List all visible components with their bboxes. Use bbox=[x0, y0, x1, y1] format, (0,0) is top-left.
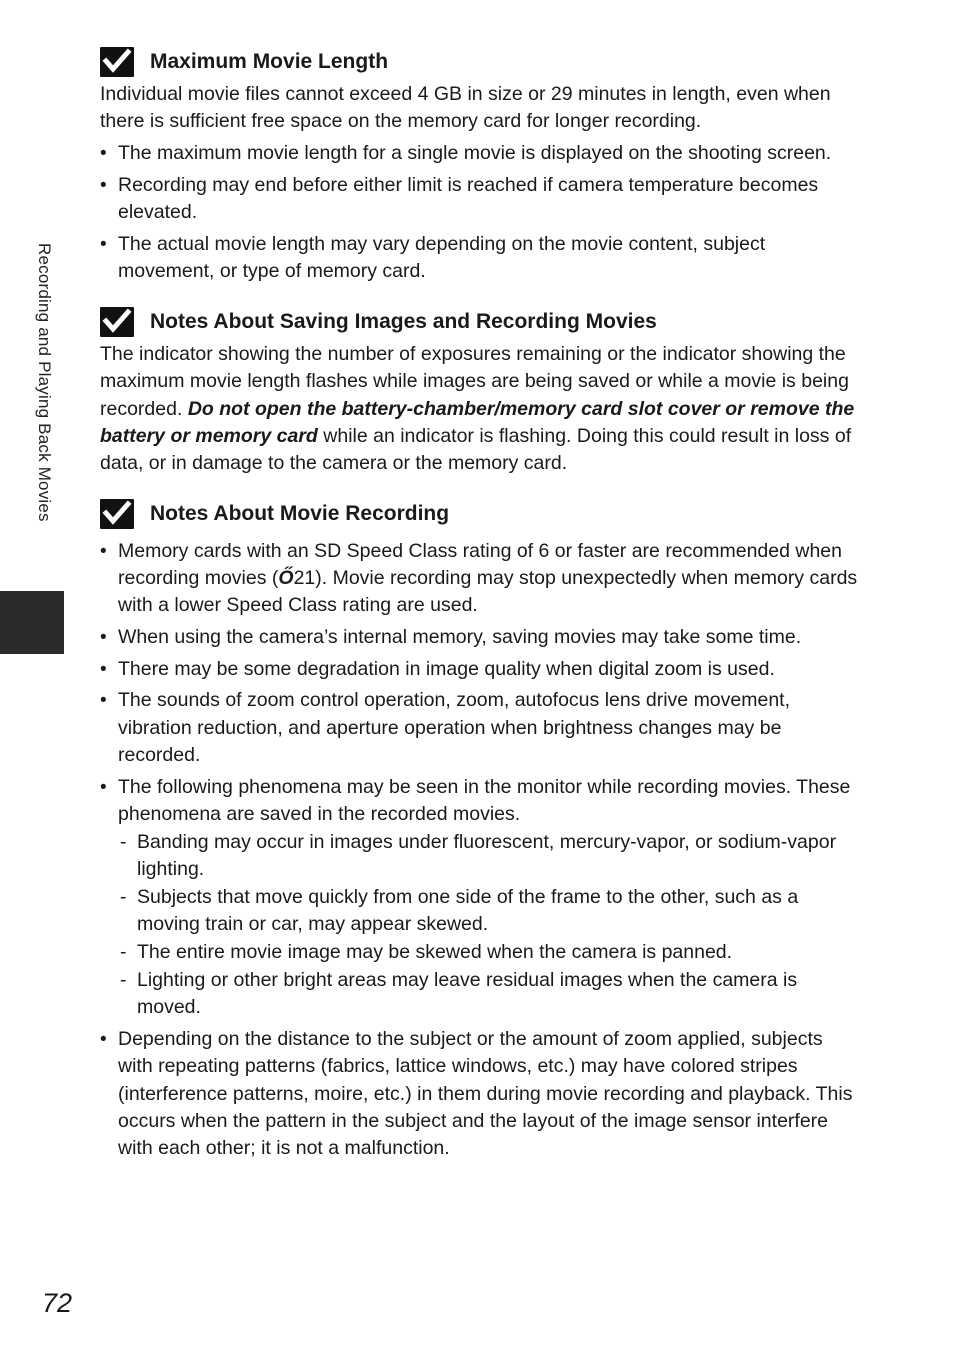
list-item bbox=[100, 538, 860, 620]
heading-text: Notes About Movie Recording bbox=[150, 502, 450, 525]
heading-text: Notes About Saving Images and Recording Movies bbox=[150, 310, 657, 333]
side-tab-label: Recording and Playing Back Movies bbox=[35, 243, 54, 522]
section-notes-movie-recording bbox=[100, 499, 860, 1163]
sub-list-item: - Subjects that move quickly from one side of the frame to the other, such as a moving train or car, may appear skewed. bbox=[118, 884, 860, 939]
list-item: • Recording may end before either limit is reached if camera temperature becomes elevated. bbox=[100, 172, 860, 227]
list-item: • There may be some degradation in image quality when digital zoom is used. bbox=[100, 656, 860, 683]
list-item-text: The following phenomena may be seen in the monitor while recording movies. These phenomena are saved in the recorded movies. bbox=[118, 775, 851, 826]
list-item: • The maximum movie length for a single movie is displayed on the shooting screen. bbox=[100, 140, 860, 167]
list-item: • The sounds of zoom control operation, zoom, autofocus lens drive movement, vibration reduction, and aperture operation when brightness changes may be recorded. bbox=[100, 687, 860, 769]
warning-emphasis: Do not open the battery-chamber/memory card slot cover or remove the battery or memory card bbox=[100, 397, 855, 447]
side-tab-marker bbox=[0, 591, 64, 654]
checkmark-caution-icon bbox=[100, 47, 134, 77]
list-item: • Depending on the distance to the subject or the amount of zoom applied, subjects with repeating patterns (fabrics, lattice windows, etc.) may have colored stripes (interference patterns, moire, etc.) in them during movie recording and playback. This occurs when the pattern in the subject and the layout of the image sensor interfere with each other; it is not a malfunction. bbox=[100, 1026, 860, 1162]
intro-paragraph: Individual movie files cannot exceed 4 GB in size or 29 minutes in length, even when there is sufficient free space on the memory card for longer recording. bbox=[100, 83, 831, 133]
saving-paragraph bbox=[100, 341, 860, 477]
list-item: • When using the camera’s internal memory, saving movies may take some time. bbox=[100, 624, 860, 651]
section-heading bbox=[100, 307, 860, 341]
list-item: • The actual movie length may vary depending on the movie content, subject movement, or type of memory card. bbox=[100, 231, 860, 286]
heading-text: Maximum Movie Length bbox=[150, 50, 389, 73]
sub-list-item: - Banding may occur in images under fluorescent, mercury-vapor, or sodium-vapor lighting. bbox=[118, 829, 860, 884]
section-heading bbox=[100, 499, 860, 533]
paragraph-text: while an indicator is flashing. Doing this could result in loss of data, or in damage to the camera or the memory card. bbox=[100, 424, 852, 475]
paragraph-text: The indicator showing the number of exposures remaining or the indicator showing the maximum movie length flashes while images are being saved or while a movie is being recorded. bbox=[100, 343, 849, 420]
page-reference-icon: Ő bbox=[278, 566, 294, 589]
section-heading bbox=[100, 47, 860, 81]
section-maximum-movie-length bbox=[100, 47, 860, 286]
bullet-list bbox=[100, 538, 860, 1163]
checkmark-caution-icon bbox=[100, 499, 134, 529]
sub-list-item: - Lighting or other bright areas may leave residual images when the camera is moved. bbox=[118, 967, 860, 1022]
list-item bbox=[100, 774, 860, 1022]
list-item-text: ). Movie recording may stop unexpectedly when memory cards with a lower Speed Class rating are used. bbox=[118, 566, 858, 617]
checkmark-caution-icon bbox=[100, 307, 134, 337]
bullet-list bbox=[100, 140, 860, 285]
section-notes-saving bbox=[100, 307, 860, 477]
sub-list bbox=[118, 829, 860, 1022]
page-number: 72 bbox=[42, 1288, 73, 1318]
sub-list-item: - The entire movie image may be skewed when the camera is panned. bbox=[118, 939, 860, 966]
page-reference-number: 21 bbox=[293, 566, 316, 589]
list-item-text: Memory cards with an SD Speed Class rating of 6 or faster are recommended when recording movies ( bbox=[118, 539, 842, 589]
